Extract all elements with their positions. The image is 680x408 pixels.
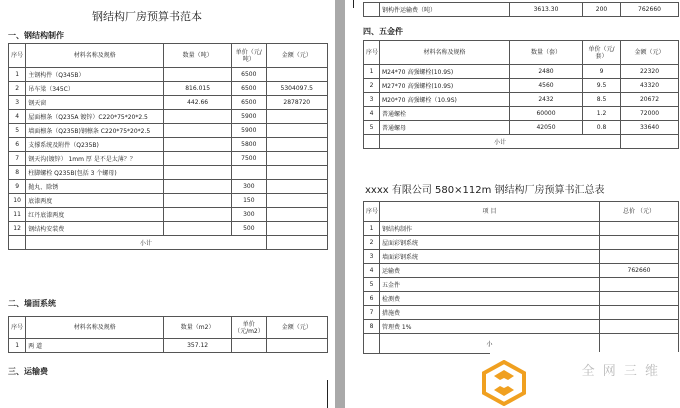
table-row	[9, 180, 328, 194]
table-row	[9, 339, 328, 353]
page-margin-mark	[327, 380, 328, 408]
table-cell: 4	[364, 264, 380, 278]
table-cell	[164, 124, 232, 138]
table-cell: M24*70 高强螺栓(10.9S)	[380, 65, 510, 79]
table-cell: 8.5	[583, 93, 621, 107]
table-row	[364, 236, 679, 250]
header-cell: 材料名称及规格	[380, 41, 510, 65]
table-cell: 5	[9, 124, 26, 138]
table-cell: 7500	[232, 152, 266, 166]
steel-fabrication-table	[8, 43, 328, 250]
table-header-row	[364, 41, 679, 65]
table-cell: 柱脚螺栓 Q235B(包括 3 个螺母)	[26, 166, 164, 180]
table-cell: 五金件	[380, 278, 600, 292]
table-cell: 屋面彩钢系统	[380, 236, 600, 250]
table-cell: 762660	[621, 3, 679, 17]
subtotal-row	[364, 334, 679, 354]
table-row	[364, 222, 679, 236]
table-cell: 5	[364, 121, 380, 135]
table-cell: 200	[583, 3, 621, 17]
table-cell: 2	[9, 82, 26, 96]
table-row	[364, 93, 679, 107]
table-cell: 357.12	[164, 339, 232, 353]
header-cell: 总价 （元）	[600, 202, 679, 222]
table-cell	[600, 292, 679, 306]
table-cell: 主钢构件（Q345B）	[26, 68, 164, 82]
table-cell: 150	[232, 194, 266, 208]
table-cell: 9.5	[583, 79, 621, 93]
wall-system-table	[8, 316, 328, 353]
header-cell: 单价（元/套）	[583, 41, 621, 65]
table-cell: 762660	[600, 264, 679, 278]
table-cell	[164, 208, 232, 222]
table-row	[364, 306, 679, 320]
table-cell: 普通螺母	[380, 121, 510, 135]
table-cell: 6500	[232, 96, 266, 110]
table-cell	[164, 180, 232, 194]
table-cell: 816.015	[164, 82, 232, 96]
table-row	[9, 166, 328, 180]
table-row	[9, 152, 328, 166]
subtotal-row	[9, 236, 328, 250]
table-row	[9, 68, 328, 82]
table-cell: 3613.30	[510, 3, 583, 17]
table-cell	[266, 194, 327, 208]
table-cell: 底漆两度	[26, 194, 164, 208]
subtotal-label: 小计	[26, 236, 266, 250]
table-cell: 支撑系统及附件（Q235B)	[26, 138, 164, 152]
table-cell: 吊车梁（345C）	[26, 82, 164, 96]
table-row	[364, 79, 679, 93]
table-cell: 抛丸、除锈	[26, 180, 164, 194]
table-row	[9, 124, 328, 138]
table-cell	[600, 236, 679, 250]
table-row	[9, 82, 328, 96]
table-cell: 红丹底漆两度	[26, 208, 164, 222]
table-header-row	[364, 202, 679, 222]
header-cell: 数量（吨）	[164, 44, 232, 68]
table-cell: 1	[9, 68, 26, 82]
table-cell: 5	[364, 278, 380, 292]
table-cell: 墙面彩钢系统	[380, 250, 600, 264]
table-cell	[266, 222, 327, 236]
table-cell: 两 道	[26, 339, 164, 353]
table-cell: 4	[9, 110, 26, 124]
header-cell: 项 目	[380, 202, 600, 222]
page-margin-mark	[353, 0, 354, 8]
table-cell: 2432	[510, 93, 583, 107]
table-cell	[266, 180, 327, 194]
table-cell: 60000	[510, 107, 583, 121]
header-cell: 序号	[9, 317, 26, 339]
header-cell: 单价（元/吨）	[232, 44, 266, 68]
section-heading-transport: 三、运输费	[8, 367, 48, 376]
table-cell: 43320	[621, 79, 679, 93]
table-cell: 7	[364, 306, 380, 320]
table-cell: 5900	[232, 110, 266, 124]
table-cell	[600, 250, 679, 264]
table-cell: 2	[364, 236, 380, 250]
table-cell: 7	[9, 152, 26, 166]
table-cell	[164, 68, 232, 82]
table-cell	[600, 306, 679, 320]
table-cell: 1	[364, 65, 380, 79]
table-header-row	[9, 44, 328, 68]
table-cell: 9	[583, 65, 621, 79]
table-cell: 22320	[621, 65, 679, 79]
table-cell	[164, 194, 232, 208]
table-cell	[266, 339, 327, 353]
summary-title: xxxx 有限公司 580×112m 钢结构厂房预算书汇总表	[365, 185, 605, 196]
table-cell: 9	[9, 180, 26, 194]
table-cell	[164, 138, 232, 152]
table-cell	[266, 138, 327, 152]
table-cell: 6500	[232, 82, 266, 96]
table-cell: 钢结构制作	[380, 222, 600, 236]
section-heading-wall-system: 二、墙面系统	[8, 299, 56, 308]
transport-table-continued	[363, 2, 679, 17]
table-cell	[164, 152, 232, 166]
table-cell: 墙面檩条（Q235B)钢檩条 C220*75*20*2.5	[26, 124, 164, 138]
table-cell: 钢天沟(镀锌） 1mm 厚 是不是太薄？？	[26, 152, 164, 166]
subtotal-label: 小计	[380, 135, 621, 149]
document-page-left	[0, 0, 335, 408]
subtotal-label: 小	[380, 334, 600, 354]
table-row	[364, 107, 679, 121]
table-cell: 5900	[232, 124, 266, 138]
header-cell: 序号	[364, 41, 380, 65]
table-cell: 4	[364, 107, 380, 121]
table-cell: 钢天窗	[26, 96, 164, 110]
table-cell	[600, 222, 679, 236]
table-cell	[600, 278, 679, 292]
table-cell: 4560	[510, 79, 583, 93]
table-cell	[266, 110, 327, 124]
watermark-text: 全 网 三 维	[581, 364, 660, 379]
watermark-logo-icon	[480, 360, 528, 406]
table-cell: 屋面檩条（Q235A 镀锌）C220*75*20*2.5	[26, 110, 164, 124]
header-cell: 数量（m2）	[164, 317, 232, 339]
table-row	[9, 138, 328, 152]
table-cell: 442.66	[164, 96, 232, 110]
table-cell: 12	[9, 222, 26, 236]
table-cell: 500	[232, 222, 266, 236]
header-cell: 序号	[9, 44, 26, 68]
header-cell: 材料名称及规格	[26, 317, 164, 339]
section-heading-steel-fabrication: 一、钢结构制作	[8, 31, 64, 40]
document-title: 钢结构厂房预算书范本	[92, 10, 202, 23]
summary-table	[363, 201, 679, 354]
header-cell: 数量（套）	[510, 41, 583, 65]
table-row	[364, 264, 679, 278]
table-cell: M20*70 高强螺栓（10.9S)	[380, 93, 510, 107]
table-cell: 10	[9, 194, 26, 208]
table-cell: 钢结构安装费	[26, 222, 164, 236]
table-cell	[266, 152, 327, 166]
hardware-table	[363, 40, 679, 149]
table-cell	[164, 222, 232, 236]
table-cell: 5304097.5	[266, 82, 327, 96]
document-page-right	[345, 0, 680, 408]
table-cell: 3	[364, 93, 380, 107]
header-cell: 金额（元）	[266, 44, 327, 68]
table-cell	[364, 3, 380, 17]
table-cell: 普通螺栓	[380, 107, 510, 121]
table-cell: 300	[232, 208, 266, 222]
table-row	[364, 250, 679, 264]
table-cell: 运输费	[380, 264, 600, 278]
table-cell: 2480	[510, 65, 583, 79]
table-cell: 6	[9, 138, 26, 152]
table-cell: 6	[364, 292, 380, 306]
header-cell: 金额（元）	[621, 41, 679, 65]
table-cell: 2	[364, 79, 380, 93]
table-cell: 20672	[621, 93, 679, 107]
table-cell	[266, 208, 327, 222]
table-row	[364, 292, 679, 306]
table-cell: 钢构件运输费（吨）	[380, 3, 510, 17]
table-row	[364, 320, 679, 334]
table-row	[9, 222, 328, 236]
table-cell: 检测费	[380, 292, 600, 306]
table-cell: 1	[9, 339, 26, 353]
table-cell	[164, 110, 232, 124]
table-cell: 3	[364, 250, 380, 264]
table-cell: 72000	[621, 107, 679, 121]
table-cell: 0.8	[583, 121, 621, 135]
table-row	[364, 3, 679, 17]
table-cell: 2878720	[266, 96, 327, 110]
table-cell: 11	[9, 208, 26, 222]
table-row	[9, 208, 328, 222]
table-row	[364, 278, 679, 292]
table-cell: 管理费 1%	[380, 320, 600, 334]
table-header-row	[9, 317, 328, 339]
table-cell: 措施费	[380, 306, 600, 320]
table-row	[9, 96, 328, 110]
table-row	[9, 110, 328, 124]
table-cell: 1.2	[583, 107, 621, 121]
table-cell: 8	[364, 320, 380, 334]
table-cell: 33640	[621, 121, 679, 135]
table-cell	[266, 124, 327, 138]
table-cell	[232, 339, 266, 353]
table-cell	[232, 166, 266, 180]
table-cell: 6500	[232, 68, 266, 82]
section-heading-hardware: 四、五金件	[363, 27, 403, 36]
subtotal-row	[364, 135, 679, 149]
table-cell: 300	[232, 180, 266, 194]
header-cell: 单价（元/m2）	[232, 317, 266, 339]
table-row	[364, 65, 679, 79]
table-cell: 5800	[232, 138, 266, 152]
header-cell: 序号	[364, 202, 380, 222]
header-cell: 金额（元）	[266, 317, 327, 339]
table-cell: M27*70 高强螺栓(10.9S)	[380, 79, 510, 93]
table-row	[9, 194, 328, 208]
table-cell: 8	[9, 166, 26, 180]
table-cell	[164, 166, 232, 180]
table-cell	[266, 166, 327, 180]
table-cell: 3	[9, 96, 26, 110]
table-cell	[266, 68, 327, 82]
page-gap	[335, 0, 345, 408]
table-row	[364, 121, 679, 135]
header-cell: 材料名称及规格	[26, 44, 164, 68]
table-cell: 1	[364, 222, 380, 236]
table-cell	[600, 320, 679, 334]
table-cell: 42050	[510, 121, 583, 135]
